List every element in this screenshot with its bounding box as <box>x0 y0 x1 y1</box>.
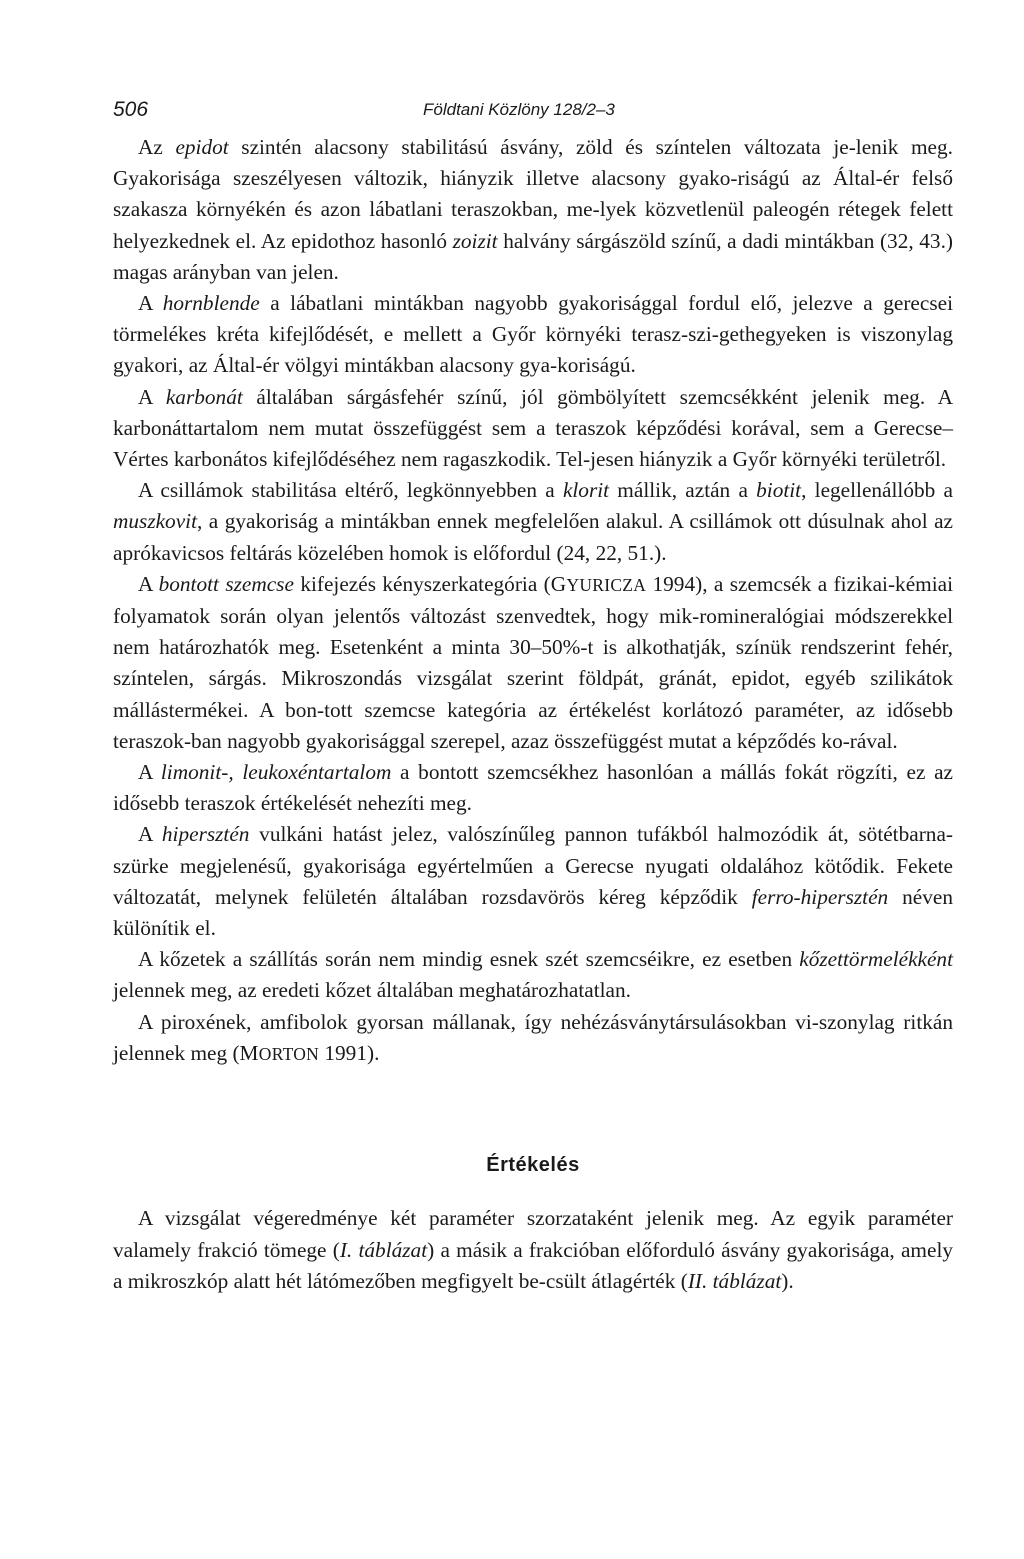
text-run: , a gyakoriság a mintákban ennek megfelelően alakul. A csillámok ott dúsulnak ahol az aprókavicsos feltárás közelében homok is előfordul (24, 22, 51.). <box>113 509 953 565</box>
text-run: ). <box>781 1268 794 1293</box>
text-run: vulkáni hatást jelez, valószínűleg pannon tufákból halmozódik át, sötétbarna-szürke megjelenésű, gyakorisága egyértelműen a Gerecse nyugati oldalához kötődik. Fekete változatát, melynek felületén általában rozsdavörös kéreg képződik <box>113 822 953 909</box>
italic-term: karbonát <box>165 384 243 409</box>
text-run: kifejezés kényszerkategória ( <box>293 571 551 596</box>
paragraph-list <box>113 132 953 1070</box>
italic-term: ferro-hipersztén <box>751 884 889 909</box>
author-name: MORTON <box>239 1040 320 1065</box>
paragraph <box>113 569 953 757</box>
journal-title: Földtani Közlöny 128/2–3 <box>423 100 615 119</box>
text-run: 1991). <box>319 1040 380 1065</box>
text-run: szintén alacsony stabilitású ásvány, zöld és színtelen változata je-lenik meg. Gyakorisága szeszélyesen változik, hiányzik illetve alacsony gyako-riságú az Által-ér felső szakasza környékén és azon lábatlani teraszokban, me-lyek közvetlenül paleogén rétegek felett helyezkednek el. Az epidothoz hasonló <box>113 135 953 253</box>
paragraph <box>113 288 953 382</box>
text-run: A <box>138 822 162 847</box>
italic-term: kőzettörmelékként <box>799 947 953 972</box>
paragraph <box>113 382 953 476</box>
text-run: a lábatlani mintákban nagyobb gyakorisággal fordul elő, jelezve a gerecsei törmelékes kréta kifejlődését, e mellett a Győr környéki terasz-szi-gethegyeken is viszonylag gyakori, az Által-ér völgyi mintákban alacsony gya-koriságú. <box>113 291 953 378</box>
italic-term: hipersztén <box>161 822 250 847</box>
text-run: ) a másik a frakcióban előforduló ásvány gyakorisága, amely a mikroszkóp alatt hét látómezőben megfigyelt be-csült átlagérték ( <box>113 1237 954 1293</box>
page-number: 506 <box>113 98 149 121</box>
text-run: A <box>138 384 166 409</box>
italic-term: klorit <box>562 478 610 503</box>
text-run: A <box>138 571 159 596</box>
text-run: A <box>138 291 163 316</box>
text-run: a bontott szemcsékhez hasonlóan a mállás fokát rögzíti, ez az idősebb teraszok értékelését nehezíti meg. <box>113 760 954 816</box>
text-run: halvány sárgászöld színű, a dadi mintákban (32, 43.) magas arányban van jelen. <box>113 228 953 284</box>
italic-term: zoizit <box>452 228 498 253</box>
text-run: , legellenállóbb a <box>801 478 953 503</box>
text-run: néven különítik el. <box>113 884 953 941</box>
italic-term: limonit-, leukoxéntartalom <box>160 760 392 785</box>
paragraph <box>113 757 953 819</box>
body-text <box>113 132 953 1297</box>
paragraph <box>113 819 953 944</box>
section-heading: Értékelés <box>486 1154 580 1177</box>
paragraph <box>113 132 953 288</box>
text-run: A kőzetek a szállítás során nem mindig esnek szét szemcséikre, ez esetben <box>138 947 800 972</box>
text-run: 1994), a szemcsék a fizikai-kémiai folyamatok során olyan jelentős változást szenvedtek, hogy mik-romineralógiai módszerekkel nem határozhatók meg. Esetenként a minta 30–50%-t is alkothatják, színük rendszerint fehér, színtelen, sárgás. Mikroszondás vizsgálat szerint földpát, gránát, epidot, egyéb szilikátok mállástermékei. A bon-tott szemcse kategória az értékelést korlátozó paraméter, az idősebb teraszok-ban nagyobb gyakorisággal szerepel, azaz összefüggést mutat a képződés ko-rával. <box>113 571 953 753</box>
text-run: általában sárgásfehér színű, jól gömbölyített szemcsékként jelenik meg. A karbonáttartalom nem mutat összefüggést sem a teraszok képződési korával, sem a Gerecse–Vértes karbonátos kifejlődéséhez nem ragaszkodik. Tel-jesen hiányzik a Győr környéki területről. <box>113 384 954 472</box>
section-paragraph <box>113 1203 953 1297</box>
text-run: A piroxének, amfibolok gyorsan mállanak, így nehézásványtársulásokban vi-szonylag ritkán jelennek meg ( <box>113 1009 953 1065</box>
italic-term: I. táblázat <box>339 1237 428 1262</box>
text-run: mállik, aztán a <box>609 478 757 503</box>
author-name: GYURICZA <box>550 571 647 596</box>
text-run: A csillámok stabilitása eltérő, legkönnyebben a <box>138 478 563 503</box>
document-page <box>113 98 953 1297</box>
running-header <box>113 98 953 132</box>
text-run: A <box>138 760 161 785</box>
text-run: Az <box>138 135 176 159</box>
italic-term: muszkovit <box>113 509 197 534</box>
italic-term: biotit <box>756 478 802 503</box>
text-run: jelennek meg, az eredeti kőzet általában meghatározhatatlan. <box>113 978 631 1003</box>
italic-term: hornblende <box>162 291 260 316</box>
italic-term: epidot <box>175 135 229 159</box>
italic-term: bontott szemcse <box>158 571 294 596</box>
text-run: A vizsgálat végeredménye két paraméter szorzataként jelenik meg. Az egyik paraméter valamely frakció tömege ( <box>113 1206 953 1262</box>
paragraph <box>113 944 953 1006</box>
paragraph <box>113 1007 953 1070</box>
paragraph <box>113 475 953 569</box>
italic-term: II. táblázat <box>687 1268 782 1293</box>
